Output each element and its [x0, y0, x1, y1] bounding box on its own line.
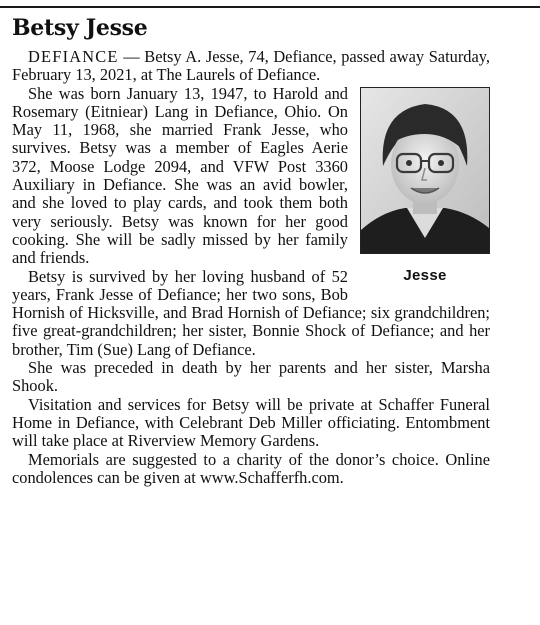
paragraph-memorials: Memorials are suggested to a charity of the donor’s choice. Online condolences can be given at www.Schafferfh.com. — [12, 449, 490, 487]
paragraph-biography: She was born January 13, 1947, to Harold and Rosemary (Eitniear) Lang in Defiance, Ohio. On May 11, 1968, she married Frank Jesse, who survives. Betsy was a member of Eagles Aerie 372, Moose Lodge 2094, and VFW Post 3360 Auxiliary in Defiance. She was an avid bowler, and she loved to play cards, and took them both very seriously. Betsy was known for her good cooking. She will be sadly missed by her family and friends. — [12, 83, 348, 268]
top-rule — [0, 6, 540, 8]
paragraph-survivors: Betsy is survived by her loving husband of 52 years, Frank Jesse of Defiance; her two sons, Bob Hornish of Hicksville, and Brad Hornish of Defiance; six grandchildren; five great-grandchildren; her sister, Bonnie Shock of Defiance; and her brother, Tim (Sue) Lang of Defiance. — [12, 266, 490, 359]
portrait-photo — [360, 87, 490, 254]
article-body — [12, 48, 490, 487]
paragraph-intro — [12, 48, 490, 85]
photo-block — [360, 87, 490, 286]
obituary-article — [12, 14, 490, 487]
paragraph-preceded: She was preceded in death by her parents and her sister, Marsha Shook. — [12, 358, 490, 396]
headline: Betsy Jesse — [12, 15, 148, 41]
dateline: DEFIANCE — [28, 47, 119, 66]
photo-caption: Jesse — [403, 266, 447, 284]
paragraph-services: Visitation and services for Betsy will be private at Schaffer Funeral Home in Defiance, with Celebrant Deb Miller officiating. Entombment will take place at Riverview Memory Gardens. — [12, 394, 490, 451]
paragraph-intro-text: — Betsy A. Jesse, 74, Defiance, passed away Saturday, February 13, 2021, at The Laurels of Defiance. — [12, 47, 490, 85]
